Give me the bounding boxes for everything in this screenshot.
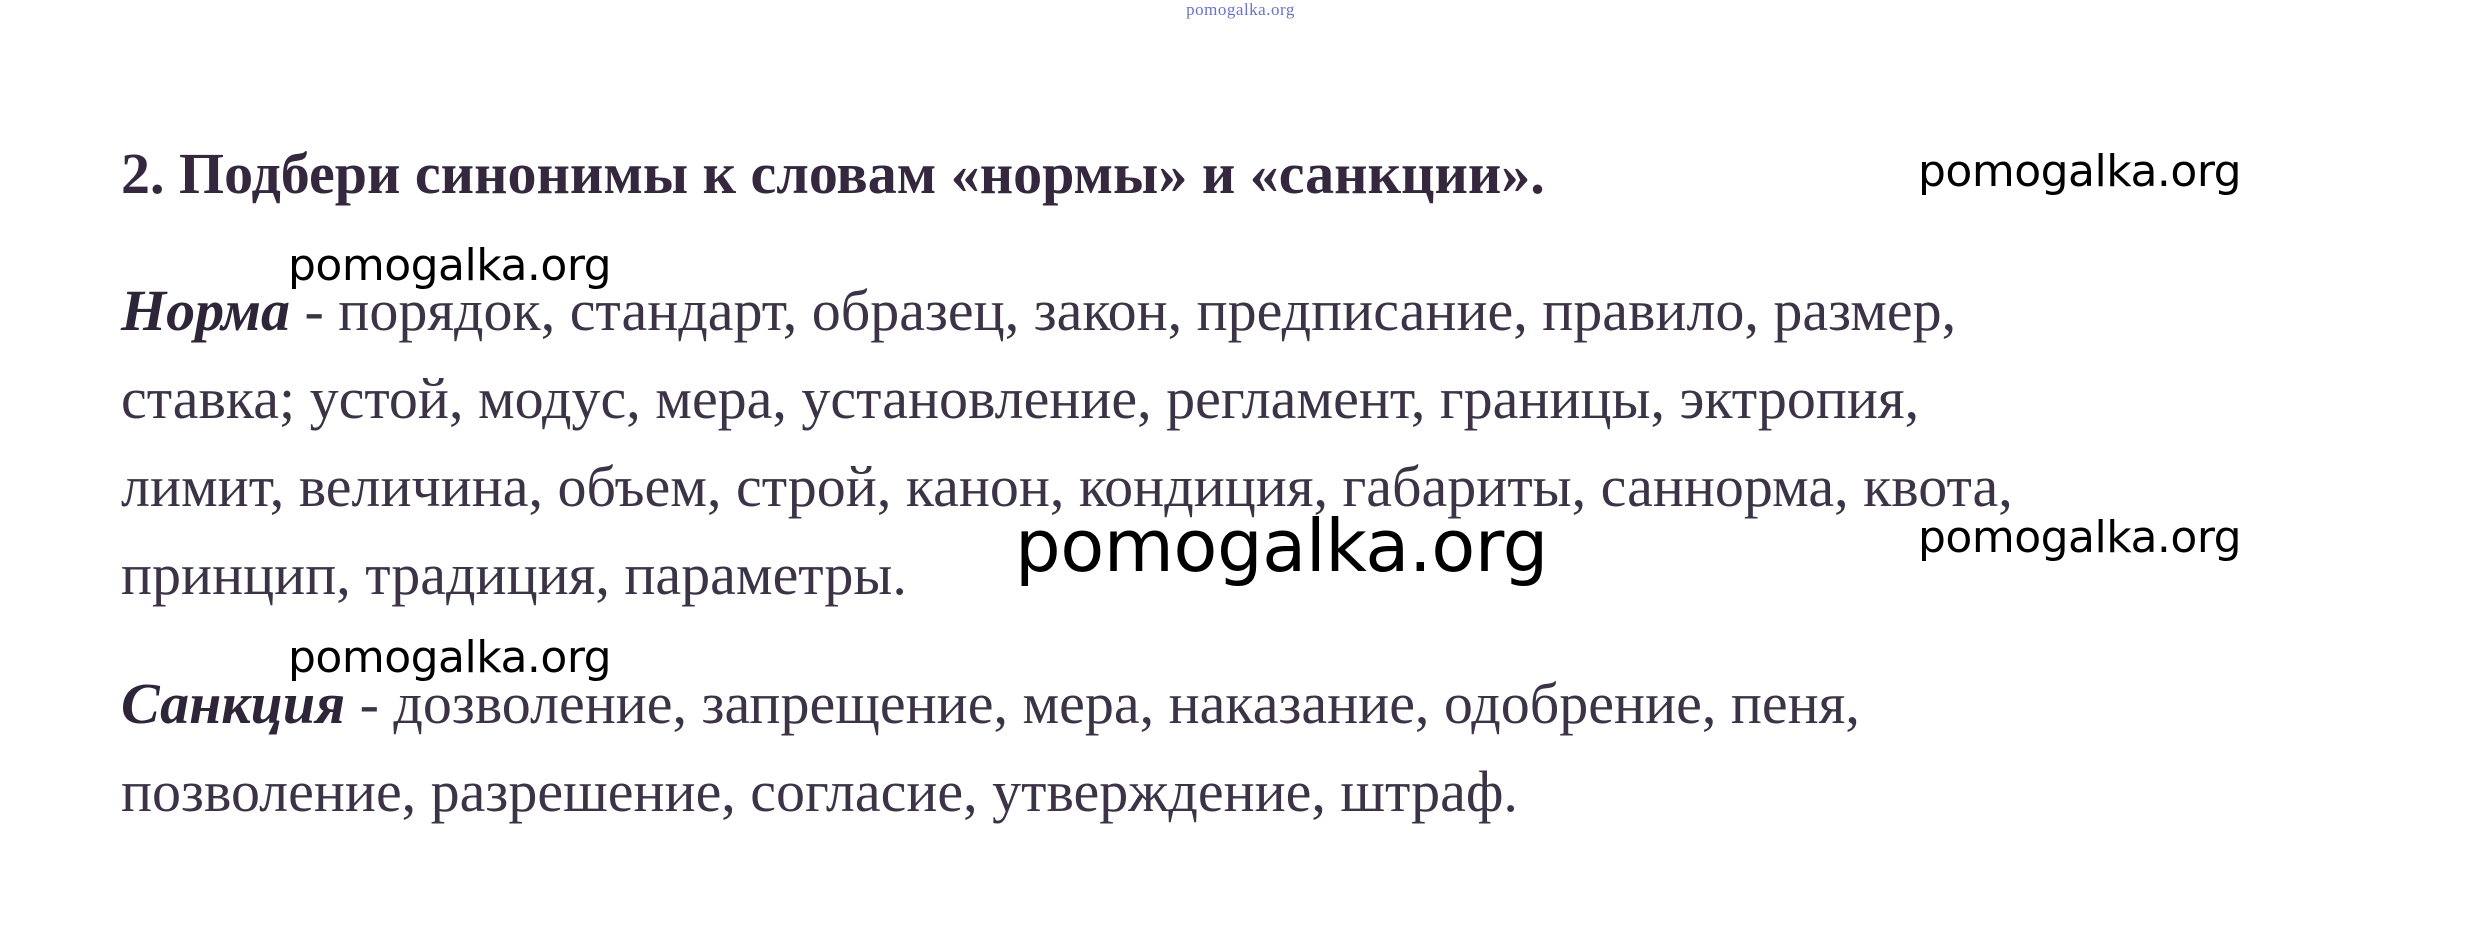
sanktsiya-paragraph xyxy=(121,660,1860,836)
sanktsiya-line-2: позволение, разрешение, согласие, утверждение, штраф. xyxy=(121,759,1518,824)
norma-line-1 xyxy=(121,267,2013,355)
watermark-center-large: pomogalka.org xyxy=(1015,504,1548,588)
sanktsiya-line-1-text: - дозволение, запрещение, мера, наказание, одобрение, пеня, xyxy=(345,671,1860,736)
sanktsiya-term: Санкция xyxy=(121,671,346,736)
watermark-norma-above: pomogalka.org xyxy=(288,240,612,291)
norma-term: Норма xyxy=(121,278,290,343)
norma-line-3: лимит, величина, объем, строй, канон, кондиция, габариты, саннорма, квота, xyxy=(121,454,2013,519)
top-watermark: pomogalka.org xyxy=(1186,0,1295,19)
watermark-middle-right: pomogalka.org xyxy=(1918,512,2242,563)
watermark-heading-right: pomogalka.org xyxy=(1918,146,2242,197)
norma-line-1-text: - порядок, стандарт, образец, закон, предписание, правило, размер, xyxy=(289,278,1957,343)
task-heading: 2. Подбери синонимы к словам «нормы» и «санкции». xyxy=(121,141,1545,206)
norma-line-2: ставка; устой, модус, мера, установление, регламент, границы, эктропия, xyxy=(121,366,1920,431)
watermark-sanktsiya-above: pomogalka.org xyxy=(288,632,612,683)
norma-line-4: принцип, традиция, параметры. xyxy=(121,542,907,607)
sanktsiya-line-1 xyxy=(121,660,1860,748)
